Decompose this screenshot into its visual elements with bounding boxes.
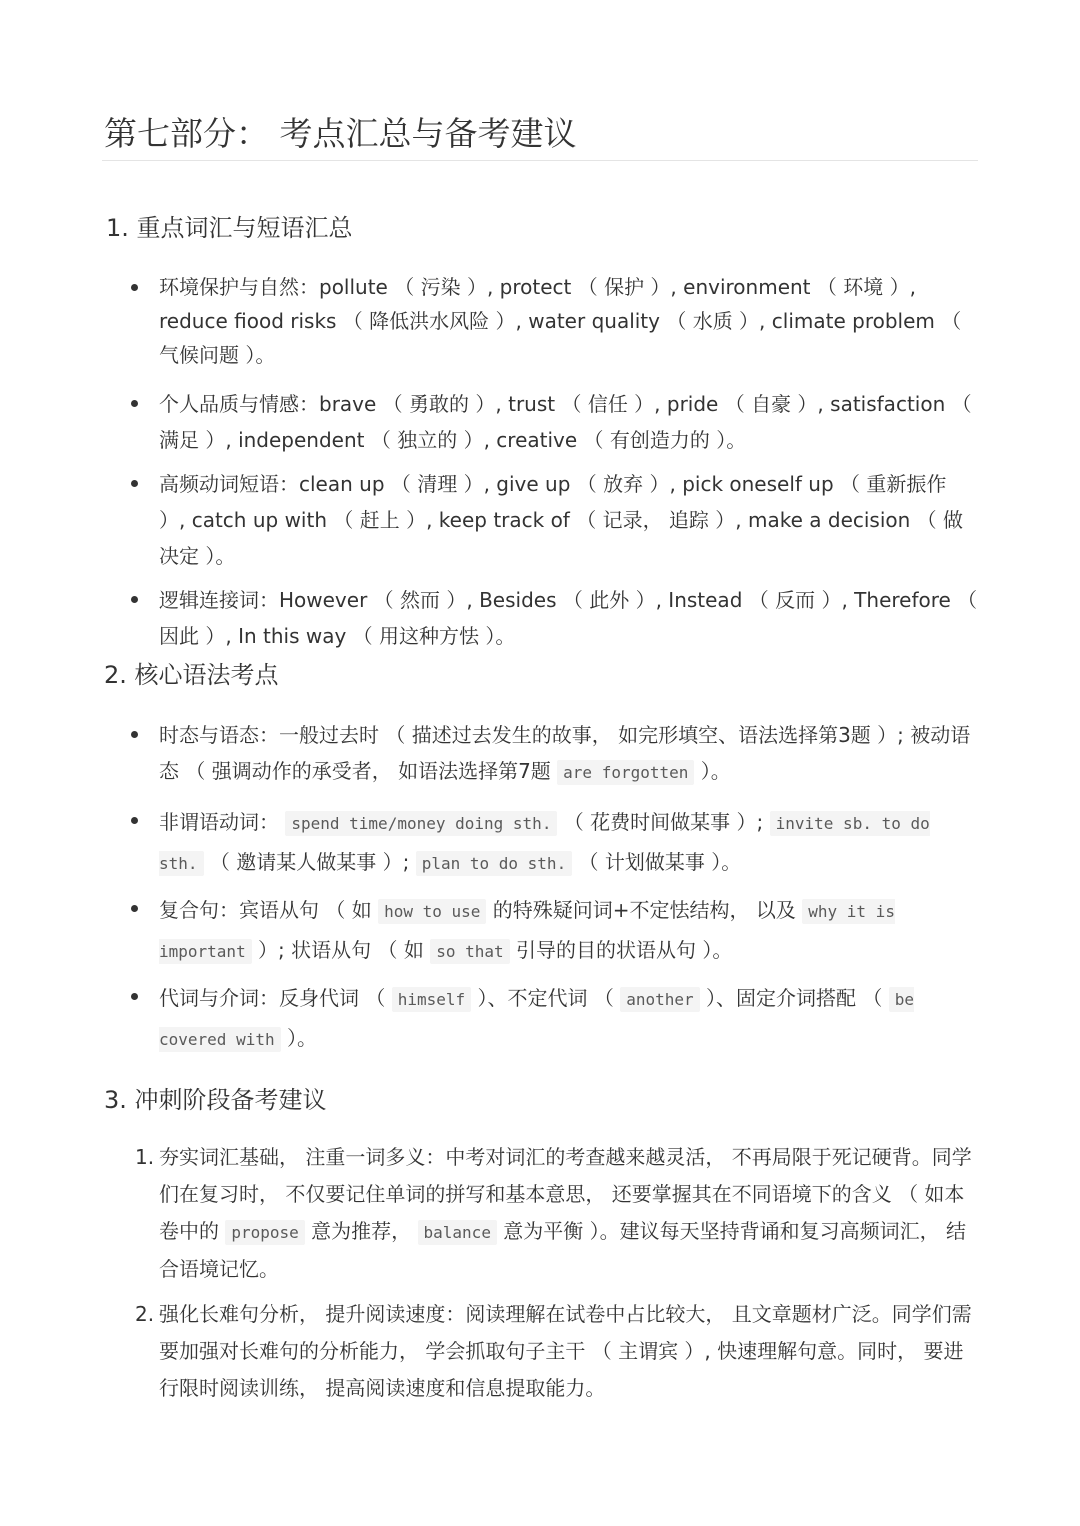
item-text: ）、固定介词搭配 （ <box>699 986 889 1010</box>
code-snippet: so that <box>430 939 509 964</box>
list-item: 个人品质与情感：brave （ 勇敢的 ）, trust （ 信任 ）, pride （ 自豪 ）, satisfaction （ 满足 ）, independent （ 独立的 ）, creative （ 有创造力的 ）。 <box>102 386 978 458</box>
code-snippet: why it is important <box>159 899 895 964</box>
code-snippet: how to use <box>378 899 486 924</box>
item-text: 复合句：宾语从句 （ 如 <box>159 898 379 922</box>
item-text: ）、不定代词 （ <box>471 986 621 1010</box>
item-text: 引导的目的状语从句 ）。 <box>509 938 733 962</box>
item-text: （ 计划做某事 ）。 <box>572 850 742 874</box>
code-snippet: are forgotten <box>557 760 694 785</box>
item-text: （ 花费时间做某事 ）; <box>557 810 770 834</box>
section-heading-vocab: 1. 重点词汇与短语汇总 <box>106 214 353 242</box>
list-item <box>102 979 978 1059</box>
code-snippet: invite sb. to do sth. <box>159 811 930 876</box>
item-text: 强化长难句分析， 提升阅读速度：阅读理解在试卷中占比较大， 且文章题材广泛。同学们需要加强对长难句的分析能力， 学会抓取句子主干 （ 主谓宾 ）, 快速理解句意。同时， 要进行限时阅读训练， 提高阅读速度和信息提取能力。 <box>159 1302 972 1400</box>
list-number: 1. <box>135 1145 155 1169</box>
title-divider <box>102 160 978 161</box>
advice-list <box>102 1139 978 1407</box>
list-number: 2. <box>135 1302 155 1326</box>
section-heading-grammar: 2. 核心语法考点 <box>104 661 279 689</box>
vocab-list <box>102 270 978 654</box>
code-snippet: balance <box>418 1220 497 1245</box>
item-text: 意为平衡 ）。建议每天坚持背诵和复习高频词汇， 结合语境记忆。 <box>159 1219 967 1281</box>
item-text: 非谓语动词： <box>159 810 286 834</box>
item-text: 意为推荐， <box>304 1219 418 1243</box>
code-snippet: propose <box>225 1220 304 1245</box>
list-item <box>102 1296 978 1407</box>
code-snippet: spend time/money doing sth. <box>285 811 557 836</box>
list-item <box>102 1139 978 1288</box>
list-item <box>102 717 978 791</box>
code-snippet: be covered with <box>159 987 914 1052</box>
list-item: 高频动词短语：clean up （ 清理 ）, give up （ 放弃 ）, pick oneself up （ 重新振作 ）, catch up with （ 赶上 ）, keep track of （ 记录， 追踪 ）, make a decision （ 做决定 ）。 <box>102 466 978 574</box>
page-title: 第七部分： 考点汇总与备考建议 <box>104 114 577 153</box>
item-text: ）; 状语从句 （ 如 <box>251 938 431 962</box>
grammar-list <box>102 717 978 1059</box>
section-heading-advice: 3. 冲刺阶段备考建议 <box>104 1086 327 1114</box>
item-text: （ 邀请某人做某事 ）; <box>203 850 416 874</box>
item-text: 的特殊疑问词+不定怯结构， 以及 <box>486 898 803 922</box>
item-text: 代词与介词：反身代词 （ <box>159 986 392 1010</box>
item-text: ）。 <box>280 1026 317 1050</box>
item-text: 时态与语态：一般过去时 （ 描述过去发生的故事， 如完形填空、语法选择第3题 ）; 被动语态 （ 强调动作的承受者， 如语法选择第7题 <box>159 723 971 783</box>
list-item <box>102 891 978 971</box>
list-item <box>102 803 978 883</box>
item-text: ）。 <box>694 759 731 783</box>
code-snippet: plan to do sth. <box>416 851 573 876</box>
item-text: 夯实词汇基础， 注重一词多义：中考对词汇的考查越来越灵活， 不再局限于死记硬背。同学们在复习时， 不仅要记住单词的拼写和基本意思， 还要掌握其在不同语境下的含义 （ 如本卷中的 <box>159 1145 972 1243</box>
list-item: 环境保护与自然：pollute （ 污染 ）, protect （ 保护 ）, environment （ 环境 ）, reduce fiood risks （ 降低洪水风险 ）, water quality （ 水质 ）, climate problem （ 气候问题 ）。 <box>102 270 978 372</box>
list-item: 逻辑连接词：However （ 然而 ）, Besides （ 此外 ）, Instead （ 反而 ）, Therefore （ 因此 ）, In this way （ 用这种方怯 ）。 <box>102 582 978 654</box>
code-snippet: himself <box>392 987 471 1012</box>
code-snippet: another <box>620 987 699 1012</box>
